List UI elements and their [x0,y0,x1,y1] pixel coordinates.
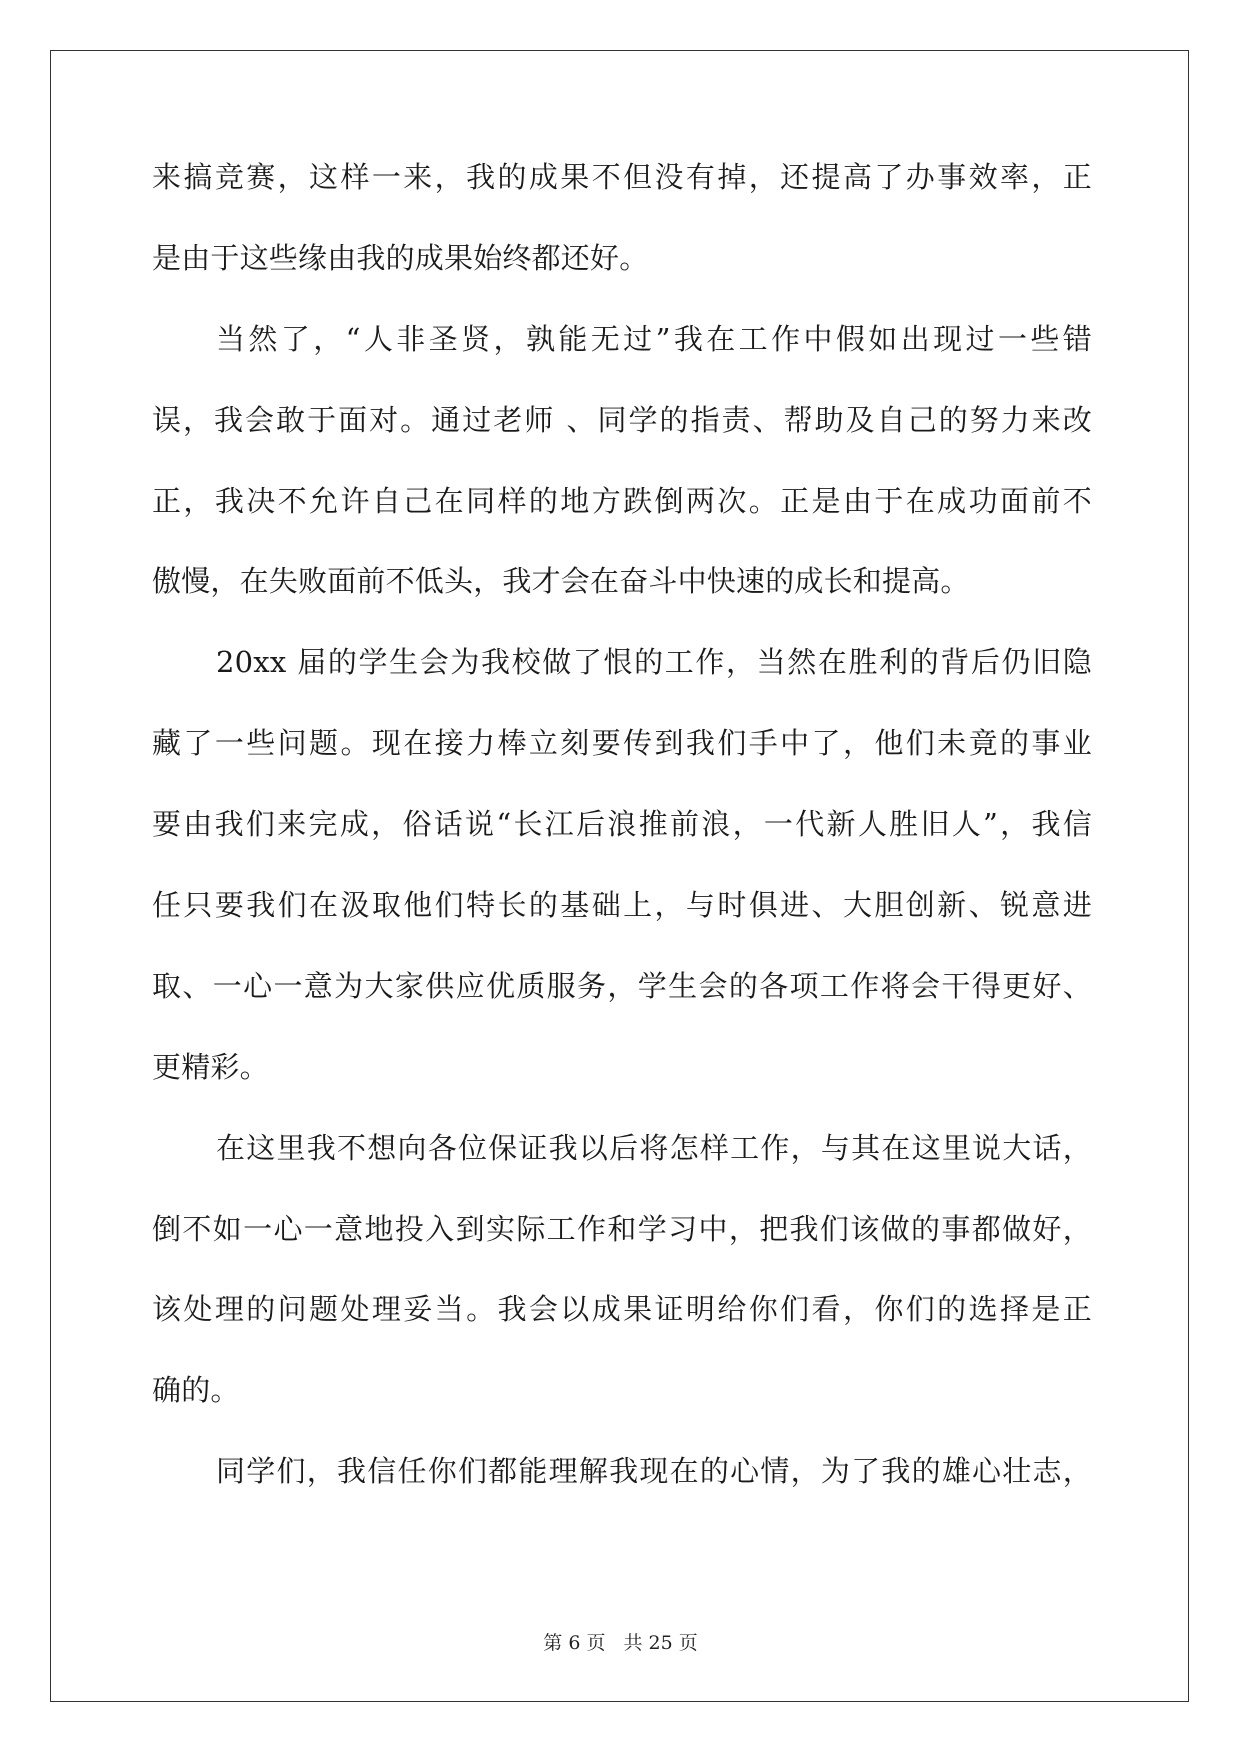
text-line-8: 藏了一些问题。现在接力棒立刻要传到我们手中了，他们未竟的事业 [152,726,1092,761]
text-line-7: 20xx 届的学生会为我校做了恨的工作，当然在胜利的背后仍旧隐 [216,645,1092,680]
text-line-9: 要由我们来完成，俗话说“长江后浪推前浪，一代新人胜旧人”，我信 [152,807,1092,842]
text-line-3: 当然了，“人非圣贤，孰能无过”我在工作中假如出现过一些错 [216,321,1092,356]
page-number: 第 6 页 [543,1632,606,1654]
text-line-15: 该处理的问题处理妥当。我会以成果证明给你们看，你们的选择是正 [152,1292,1092,1327]
text-line-12: 更精彩。 [152,1049,269,1084]
text-line-13: 在这里我不想向各位保证我以后将怎样工作，与其在这里说大话， [216,1130,1092,1165]
text-line-16: 确的。 [152,1373,240,1408]
page-footer [0,1628,1241,1655]
text-line-6: 傲慢，在失败面前不低头，我才会在奋斗中快速的成长和提高。 [152,564,970,599]
text-line-1: 来搞竞赛，这样一来，我的成果不但没有掉，还提高了办事效率，正 [152,160,1092,194]
text-line-4: 误，我会敢于面对。通过老师 、同学的指责、帮助及自己的努力来改 [152,402,1092,437]
text-line-2: 是由于这些缘由我的成果始终都还好。 [152,240,649,275]
page-total: 共 25 页 [623,1632,698,1654]
text-line-5: 正，我决不允许自己在同样的地方跌倒两次。正是由于在成功面前不 [152,483,1092,518]
text-line-17: 同学们，我信任你们都能理解我现在的心情，为了我的雄心壮志， [216,1454,1092,1489]
text-line-14: 倒不如一心一意地投入到实际工作和学习中，把我们该做的事都做好， [152,1211,1092,1246]
text-line-10: 任只要我们在汲取他们特长的基础上，与时俱进、大胆创新、锐意进 [152,888,1092,923]
document-body [152,160,1092,1535]
text-line-11: 取、一心一意为大家供应优质服务，学生会的各项工作将会干得更好、 [152,968,1092,1003]
